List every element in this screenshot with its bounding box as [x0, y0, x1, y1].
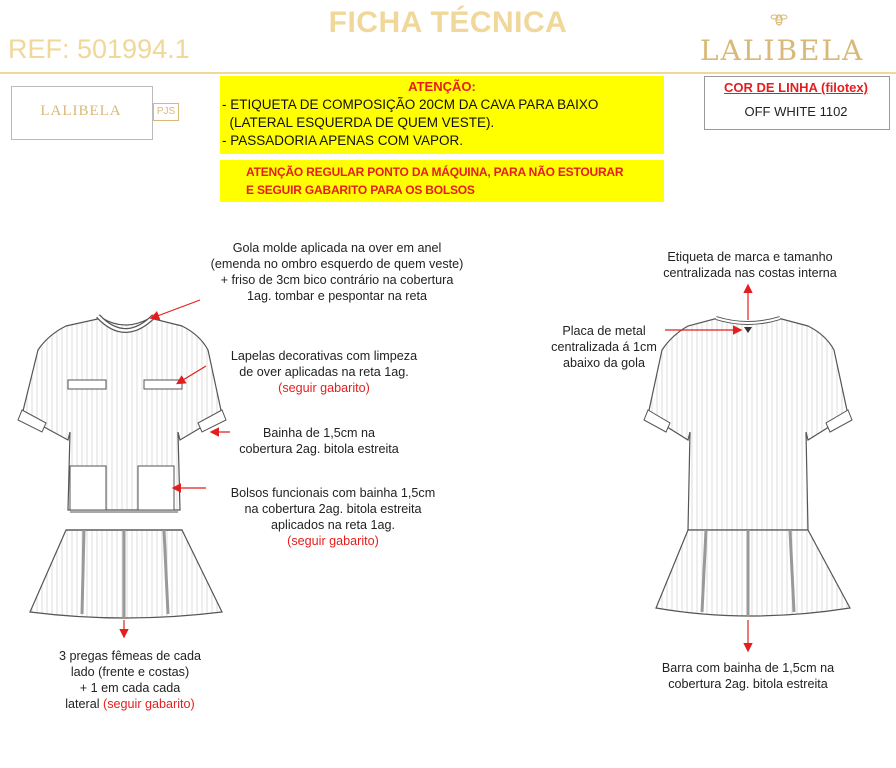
hem-bar-note: Barra com bainha de 1,5cm na cobertura 2ag. bitola estreita — [661, 661, 835, 691]
attention-line: (LATERAL ESQUERDA DE QUEM VESTE). — [222, 115, 495, 130]
thread-color-title: COR DE LINHA (filotex) — [724, 80, 868, 95]
attention-title: ATENÇÃO: — [408, 79, 476, 94]
attention2-line: ATENÇÃO REGULAR PONTO DA MÁQUINA, PARA NÃO ESTOURAR — [246, 165, 624, 179]
page-title: FICHA TÉCNICA — [328, 6, 568, 39]
metal-plate-note: Placa de metal centralizada á 1cm abaixo da gola — [551, 324, 657, 370]
pjs-badge: PJS — [153, 103, 179, 121]
brand-logo: LALIBELA — [700, 34, 865, 67]
thread-color-value: OFF WHITE 1102 — [744, 104, 848, 119]
label-logo-text: LALIBELA — [40, 103, 122, 119]
attention2-line: E SEGUIR GABARITO PARA OS BOLSOS — [246, 183, 475, 197]
reference-code: REF: 501994.1 — [8, 34, 190, 64]
brand-label-note: Etiqueta de marca e tamanho centralizada nas costas interna — [663, 250, 837, 280]
pleats-note: 3 pregas fêmeas de cada lado (frente e costas) + 1 em cada cada lateral (seguir gabarito) — [58, 649, 202, 711]
collar-note: Gola molde aplicada na over em anel (emenda no ombro esquerdo de quem veste) + friso de 3cm bico contrário na cobertura 1ag. tombar e pespontar na reta — [210, 241, 464, 303]
lapels-note: Lapelas decorativas com limpeza de over aplicadas na reta 1ag. (seguir gabarito) — [230, 349, 418, 395]
sleeve-hem-note: Bainha de 1,5cm na cobertura 2ag. bitola estreita — [239, 426, 399, 456]
attention-line: - PASSADORIA APENAS COM VAPOR. — [222, 133, 464, 148]
pockets-note: Bolsos funcionais com bainha 1,5cm na cobertura 2ag. bitola estreita aplicados na reta 1ag. (seguir gabarito) — [230, 486, 436, 548]
attention-line: - ETIQUETA DE COMPOSIÇÃO 20CM DA CAVA PARA BAIXO — [222, 97, 599, 112]
